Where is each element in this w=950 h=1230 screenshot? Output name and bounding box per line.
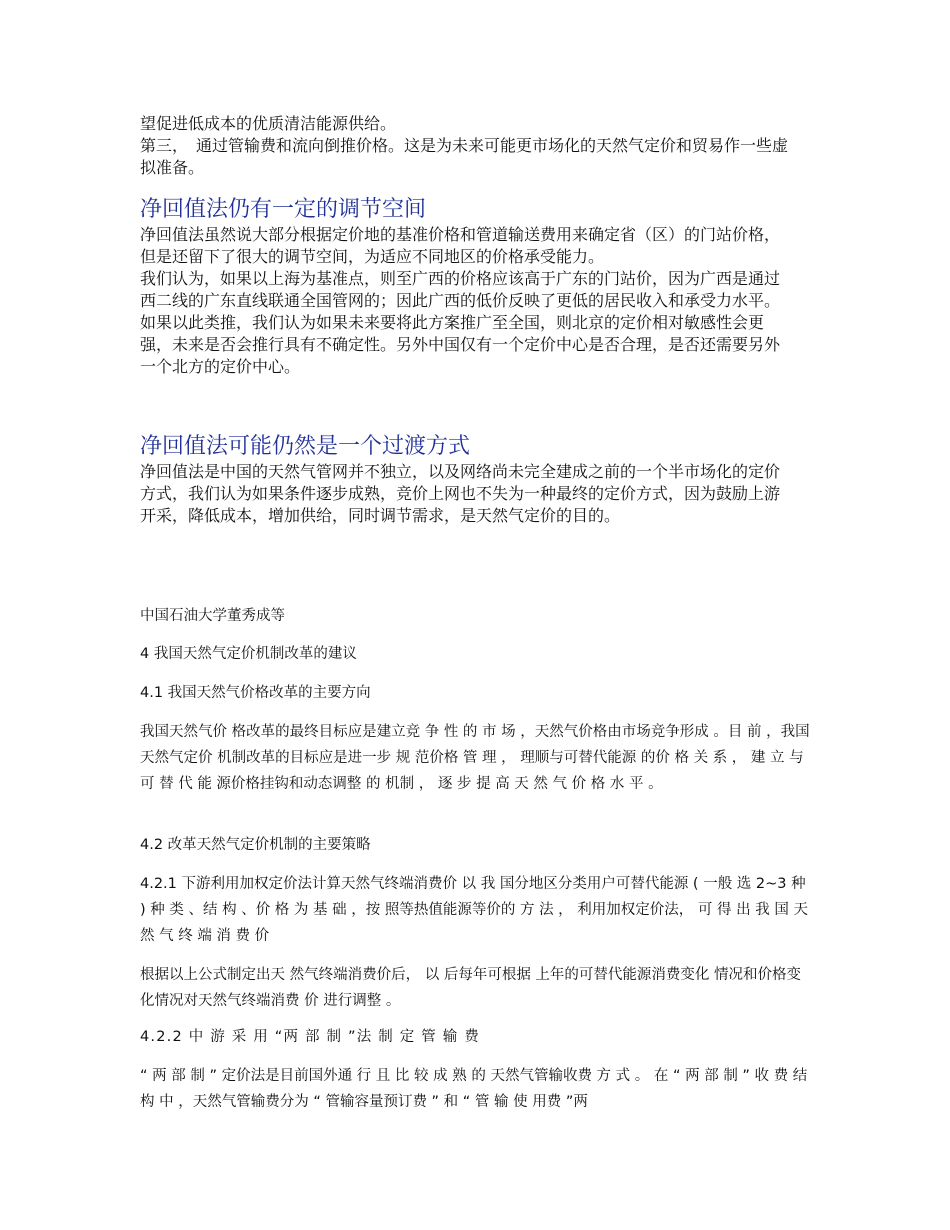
section-body-flex — [140, 224, 790, 378]
section-heading-flex: 净回值法仍有一定的调节空间 — [140, 197, 427, 222]
paragraph: 如果以此类推，我们认为如果未来要将此方案推广至全国，则北京的定价相对敏感性会更强，未来是否会推行具有不确定性。另外中国仅有一个定价中心是否合理，是否还需要另外一个北方的定价中心。 — [140, 313, 781, 376]
heading-4-1: 4.1 我国天然气价格改革的主要方向 — [140, 685, 371, 701]
paragraph-4-2-2: “ 两 部 制 ” 定价法是目前国外通 行 且 比 较 成 熟 的 天然气管输收费 方 式 。 在 “ 两 部 制 ” 收 费 结 构 中 ，天然气管输费分为 “ 管输容量预订费 ” 和 “ 管 输 使 用费 ”两 — [140, 1068, 808, 1110]
heading-4-2: 4.2 改革天然气定价机制的主要策略 — [140, 837, 371, 853]
source-author: 中国石油大学董秀成等 — [140, 608, 285, 624]
paragraph-after-formula: 根据以上公式制定出天 然气终端消费价后， 以 后每年可根据 上年的可替代能源消费变化 情况和价格变化情况对天然气终端消费 价 进行调整 。 — [140, 967, 802, 1009]
paragraph-4-2-1: 4.2.1 下游利用加权定价法计算天然气终端消费价 以 我 国分地区分类用户可替代能源 ( 一般 选 2~3 种 ) 种 类 、结 构 、价 格 为 基 础 ，按 照等热值能源等价的 方 法 ， 利用加权定价法， 可 得 出 我 国 天 然 气 终 端 消 费 价 — [140, 876, 808, 944]
paragraph: 我们认为，如果以上海为基准点，则至广西的价格应该高于广东的门站价，因为广西是通过西二线的广东直线联通全国管网的；因此广西的低价反映了更低的居民收入和承受力水平。 — [140, 269, 781, 310]
paragraph-4-1: 我国天然气价 格改革的最终目标应是建立竞 争 性 的 市 场 ，天然气价格由市场竞争形成 。目 前 ，我国天然气定价 机制改革的目标应是进一步 规 范价格 管 理 ， 理顺与可替代能源 的价 格 关 系 ， 建 立 与 可 替 代 能 源价格挂钩和动态调整 的 机制 ， 逐 步 提 高 天 然 气 价 格 水 平 。 — [140, 724, 810, 792]
paragraph: 净回值法虽然说大部分根据定价地的基准价格和管道输送费用来确定省（区）的门站价格，但是还留下了很大的调节空间，为适应不同地区的价格承受能力。 — [140, 225, 781, 266]
heading-4: 4 我国天然气定价机制改革的建议 — [140, 646, 357, 662]
intro-line: 望促进低成本的优质清洁能源供给。 — [140, 114, 397, 133]
heading-4-2-2: 4.2.2 中 游 采 用 “两 部 制 ”法 制 定 管 输 费 — [140, 1029, 480, 1045]
intro-point-three: 第三， 通过管输费和流向倒推价格。这是为未来可能更市场化的天然气定价和贸易作一些虚拟准备。 — [140, 136, 789, 177]
section-body-transition — [140, 461, 790, 527]
intro-block — [140, 113, 790, 179]
paragraph: 净回值法是中国的天然气管网并不独立，以及网络尚未完全建成之前的一个半市场化的定价方式，我们认为如果条件逐步成熟，竞价上网也不失为一种最终的定价方式，因为鼓励上游开采，降低成本，增加供给，同时调节需求，是天然气定价的目的。 — [140, 462, 781, 525]
section-heading-transition: 净回值法可能仍然是一个过渡方式 — [140, 434, 471, 459]
